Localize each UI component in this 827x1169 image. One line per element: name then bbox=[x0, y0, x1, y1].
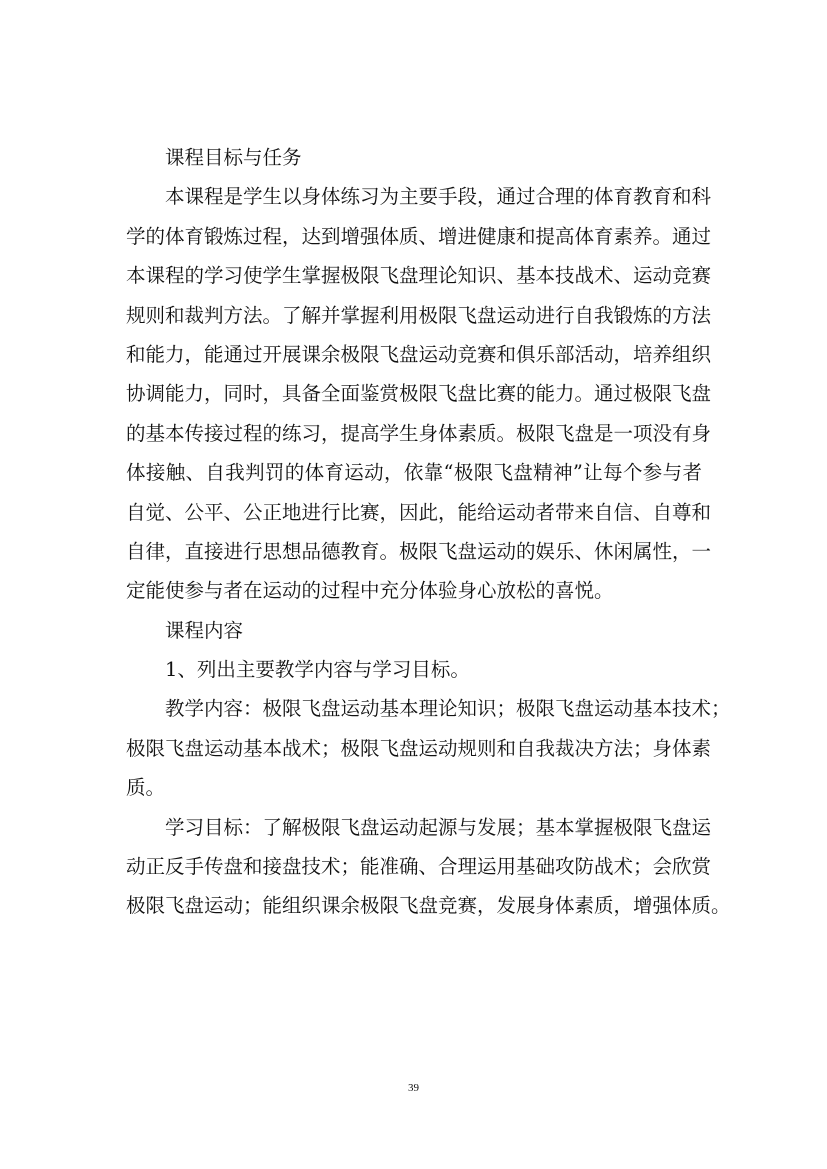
paragraph-line: 教学内容：极限飞盘运动基本理论知识；极限飞盘运动基本技术； bbox=[165, 697, 731, 721]
paragraph-line: 自律，直接进行思想品德教育。极限飞盘运动的娱乐、休闲属性，一 bbox=[126, 539, 712, 563]
paragraph-line: 和能力，能通过开展课余极限飞盘运动竞赛和俱乐部活动，培养组织 bbox=[126, 342, 712, 366]
paragraph-line: 自觉、公平、公正地进行比赛，因此，能给运动者带来自信、自尊和 bbox=[126, 500, 712, 524]
paragraph-line: 定能使参与者在运动的过程中充分体验身心放松的喜悦。 bbox=[126, 579, 614, 603]
paragraph-line: 极限飞盘运动基本战术；极限飞盘运动规则和自我裁决方法；身体素 bbox=[126, 736, 712, 760]
paragraph-line: 学的体育锻炼过程，达到增强体质、增进健康和提高体育素养。通过 bbox=[126, 224, 712, 248]
document-body bbox=[126, 138, 731, 926]
paragraph-line: 极限飞盘运动；能组织课余极限飞盘竞赛，发展身体素质，增强体质。 bbox=[126, 894, 731, 918]
paragraph-line: 协调能力，同时，具备全面鉴赏极限飞盘比赛的能力。通过极限飞盘 bbox=[126, 382, 712, 406]
paragraph-teaching-content bbox=[126, 689, 731, 807]
paragraph-line: 规则和裁判方法。了解并掌握利用极限飞盘运动进行自我锻炼的方法 bbox=[126, 303, 712, 327]
paragraph-line: 动正反手传盘和接盘技术；能准确、合理运用基础攻防战术；会欣赏 bbox=[126, 855, 712, 879]
paragraph-line: 本课程的学习使学生掌握极限飞盘理论知识、基本技战术、运动竞赛 bbox=[126, 264, 712, 288]
paragraph-line: 本课程是学生以身体练习为主要手段，通过合理的体育教育和科 bbox=[165, 185, 712, 209]
paragraph-goals bbox=[126, 177, 712, 610]
list-item-1: 1、列出主要教学内容与学习目标。 bbox=[165, 658, 470, 682]
page-number: 39 bbox=[408, 1082, 419, 1094]
paragraph-line: 体接触、自我判罚的体育运动，依靠“极限飞盘精神”让每个参与者 bbox=[126, 461, 702, 485]
paragraph-line: 学习目标：了解极限飞盘运动起源与发展；基本掌握极限飞盘运 bbox=[165, 815, 712, 839]
paragraph-line: 质。 bbox=[126, 776, 166, 800]
section-heading-content: 课程内容 bbox=[165, 618, 244, 642]
paragraph-learning-goals bbox=[126, 808, 731, 926]
paragraph-line: 的基本传接过程的练习，提高学生身体素质。极限飞盘是一项没有身 bbox=[126, 421, 712, 445]
section-heading-goals: 课程目标与任务 bbox=[165, 146, 302, 169]
